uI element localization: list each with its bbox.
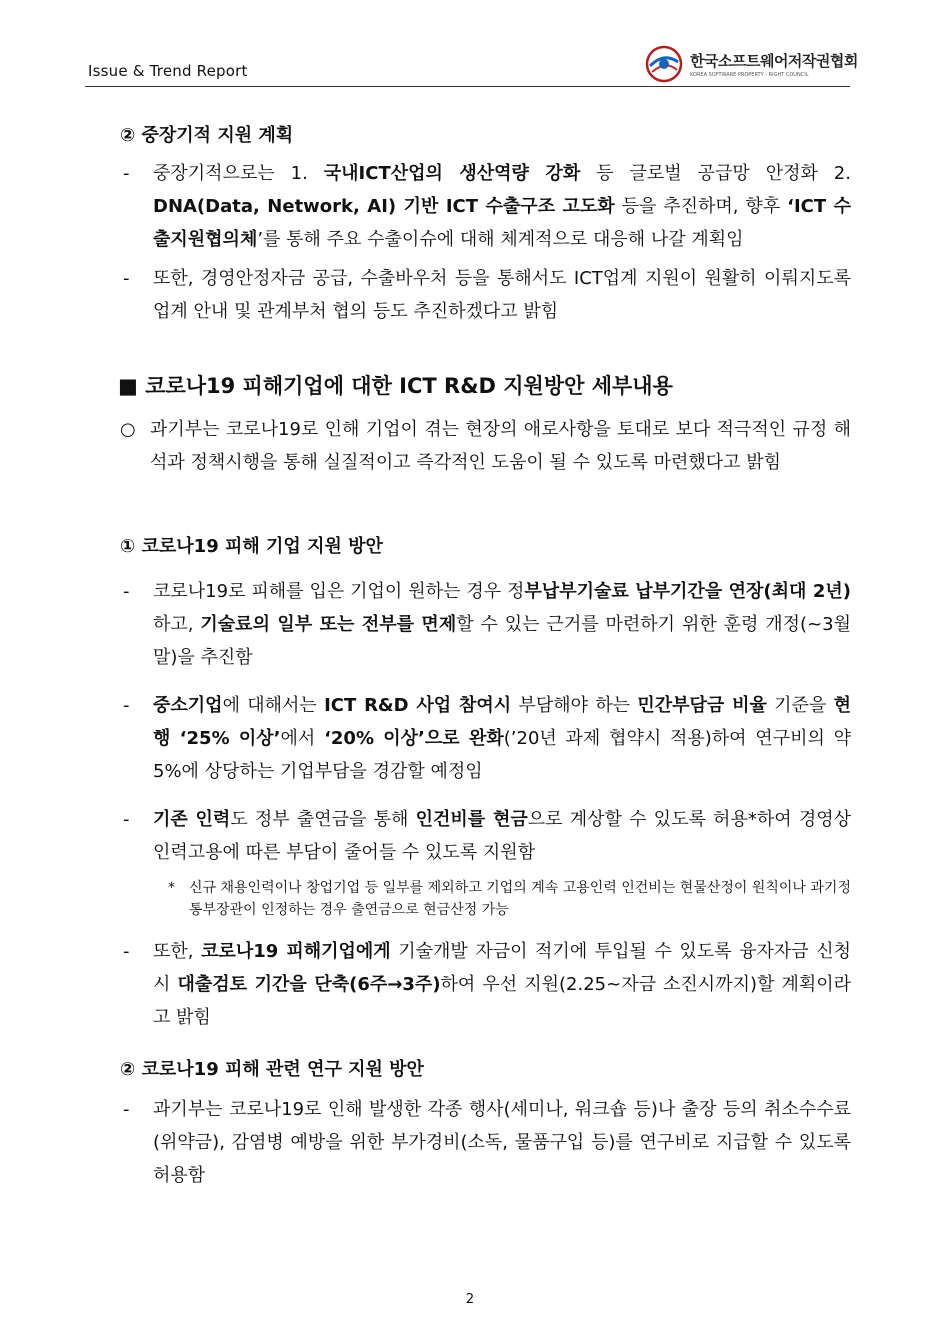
- logo-name: 한국소프트웨어저작권협회: [690, 52, 858, 70]
- footnote: [168, 877, 852, 921]
- bullet-dash: -: [123, 1099, 130, 1120]
- footnote-text: 신규 채용인력이나 창업기업 등 일부를 제외하고 기업의 계속 고용인력 인건비는 현물산정이 원칙이나 과기정통부장관이 인정하는 경우 출연금으로 현금산정 가능: [189, 880, 851, 918]
- subheading-covid-support: ① 코로나19 피해 기업 지원 방안: [120, 536, 383, 557]
- bullet-dash: -: [123, 268, 130, 289]
- report-title: Issue & Trend Report: [88, 62, 248, 80]
- paragraph-text: 중장기적으로는 1. 국내ICT산업의 생산역량 강화 등 글로벌 공급망 안정화 2. DNA(Data, Network, AI) 기반 ICT 수출구조 고도화 등을 추진하며, 향후 ‘ICT 수출지원협의체’를 통해 주요 수출이슈에 대해 체계적으로 대응해 나갈 계획임: [153, 163, 851, 250]
- footnote-asterisk: *: [168, 880, 175, 896]
- bullet-dash: -: [123, 163, 130, 184]
- list-item: [123, 1093, 851, 1192]
- list-item: [123, 935, 851, 1034]
- paragraph-text: 중소기업에 대해서는 ICT R&D 사업 참여시 부담해야 하는 민간부담금 비율 기준을 현행 ‘25% 이상’에서 ‘20% 이상’으로 완화(’20년 과제 협약시 적용)하여 연구비의 약 5%에 상당하는 기업부담을 경감할 예정임: [153, 695, 852, 782]
- subheading-midlong-term-plan: ② 중장기적 지원 계획: [120, 125, 294, 146]
- list-item: [123, 803, 851, 869]
- paragraph-text: 코로나19로 피해를 입은 기업이 원하는 경우 정부납부기술료 납부기간을 연장(최대 2년)하고, 기술료의 일부 또는 전부를 면제할 수 있는 근거를 마련하기 위한 훈령 개정(~3월말)을 추진함: [153, 581, 852, 668]
- bullet-dash: -: [123, 695, 130, 716]
- bullet-dash: -: [123, 941, 130, 962]
- list-item: [123, 575, 851, 674]
- paragraph-text: 또한, 경영안정자금 공급, 수출바우처 등을 통해서도 ICT업계 지원이 원활히 이뤄지도록 업계 안내 및 관계부처 협의 등도 추진하겠다고 밝힘: [153, 268, 851, 322]
- list-item: [123, 157, 851, 256]
- association-logo: [644, 44, 858, 84]
- paragraph-text: 기존 인력도 정부 출연금을 통해 인건비를 현금으로 계상할 수 있도록 허용*하여 경영상 인력고용에 따른 부담이 줄어들 수 있도록 지원함: [153, 809, 851, 863]
- subheading-research-support: ② 코로나19 피해 관련 연구 지원 방안: [120, 1059, 424, 1080]
- bullet-dash: -: [123, 581, 130, 602]
- list-item: [123, 689, 851, 788]
- bullet-circle: ○: [120, 419, 136, 440]
- section-heading: ■ 코로나19 피해기업에 대한 ICT R&D 지원방안 세부내용: [118, 374, 673, 398]
- association-emblem-icon: [644, 44, 684, 84]
- header-divider: [85, 86, 850, 87]
- logo-subtitle: KOREA SOFTWARE PROPERTY - RIGHT COUNCIL: [690, 72, 809, 78]
- paragraph-text: 또한, 코로나19 피해기업에게 기술개발 자금이 적기에 투입될 수 있도록 융자자금 신청 시 대출검토 기간을 단축(6주→3주)하여 우선 지원(2.25~자금 소진시까지)할 계획이라고 밝힘: [153, 941, 851, 1028]
- paragraph-text: 과기부는 코로나19로 인해 기업이 겪는 현장의 애로사항을 토대로 보다 적극적인 규정 해석과 정책시행을 통해 실질적이고 즉각적인 도움이 될 수 있도록 마련했다고 밝힘: [150, 419, 851, 473]
- bullet-dash: -: [123, 809, 130, 830]
- page-number: 2: [465, 1292, 475, 1307]
- list-item: [120, 413, 851, 479]
- list-item: [123, 262, 851, 328]
- paragraph-text: 과기부는 코로나19로 인해 발생한 각종 행사(세미나, 워크숍 등)나 출장 등의 취소수수료(위약금), 감염병 예방을 위한 부가경비(소독, 물품구입 등)를 연구비로 지급할 수 있도록 허용함: [153, 1099, 851, 1186]
